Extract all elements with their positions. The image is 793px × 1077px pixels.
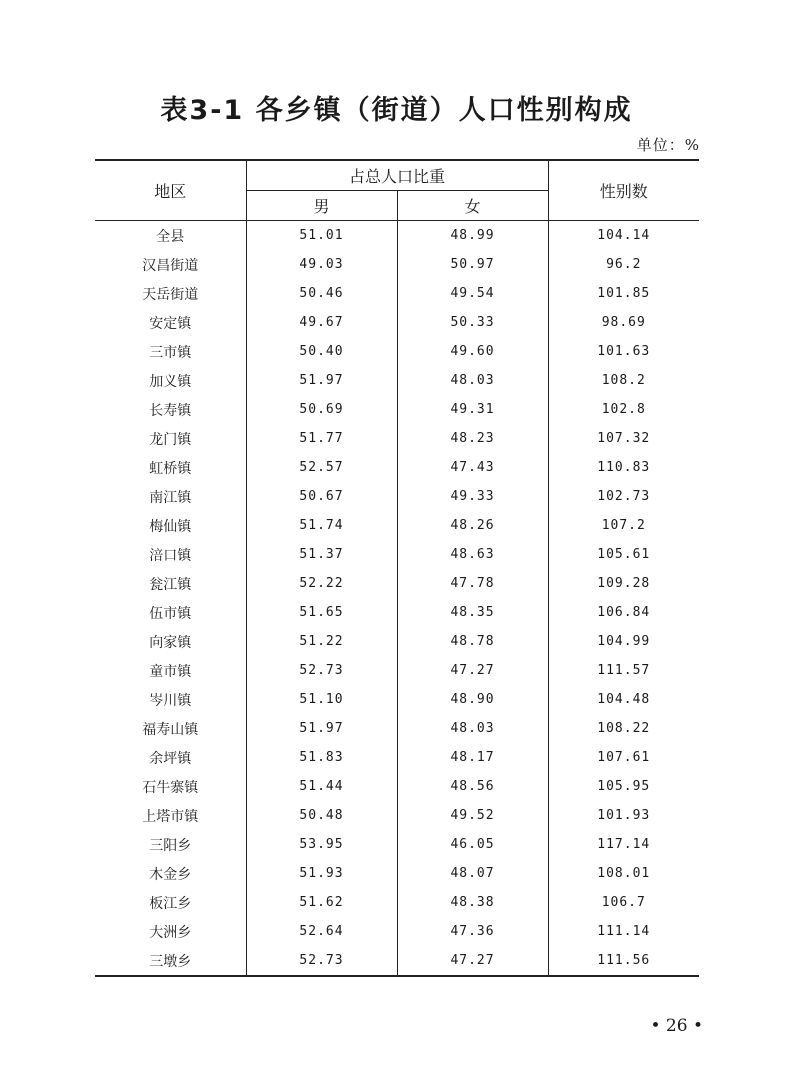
cell-sex-ratio: 104.99	[597, 634, 651, 649]
table-row	[95, 714, 699, 743]
table-row	[95, 424, 699, 453]
cell-female: 48.38	[397, 888, 548, 917]
cell-female: 48.03	[397, 714, 548, 743]
cell-region: 上塔市镇	[95, 801, 246, 830]
cell-male: 50.69	[246, 395, 397, 424]
cell-female: 47.78	[397, 569, 548, 598]
cell-male: 51.37	[246, 540, 397, 569]
cell-sex-ratio: 105.95	[597, 779, 651, 794]
cell-female: 48.07	[397, 859, 548, 888]
cell-male: 50.46	[246, 279, 397, 308]
header-female: 女	[397, 191, 548, 221]
cell-female: 48.35	[397, 598, 548, 627]
cell-male: 52.22	[246, 569, 397, 598]
table-row	[95, 482, 699, 511]
cell-female: 48.99	[397, 221, 548, 251]
cell-region: 木金乡	[95, 859, 246, 888]
cell-female: 49.54	[397, 279, 548, 308]
cell-region: 长寿镇	[95, 395, 246, 424]
cell-region: 安定镇	[95, 308, 246, 337]
cell-female: 46.05	[397, 830, 548, 859]
cell-male: 51.77	[246, 424, 397, 453]
cell-sex-ratio: 102.8	[601, 402, 646, 417]
table-row	[95, 337, 699, 366]
population-sex-table	[95, 159, 699, 977]
table-row	[95, 540, 699, 569]
header-share-group: 占总人口比重	[246, 160, 548, 191]
header-male: 男	[246, 191, 397, 221]
cell-sex-ratio: 111.14	[597, 924, 651, 939]
header-sex-ratio: 性别数	[599, 182, 648, 201]
table-row	[95, 250, 699, 279]
page-number: • 26 •	[650, 1016, 703, 1036]
cell-male: 50.67	[246, 482, 397, 511]
page-title: 表3-1 各乡镇（街道）人口性别构成	[160, 95, 633, 126]
cell-region: 龙门镇	[95, 424, 246, 453]
cell-sex-ratio: 117.14	[597, 837, 651, 852]
cell-sex-ratio: 108.01	[597, 866, 651, 881]
table-row	[95, 801, 699, 830]
cell-male: 51.83	[246, 743, 397, 772]
cell-female: 49.52	[397, 801, 548, 830]
cell-region: 虹桥镇	[95, 453, 246, 482]
cell-sex-ratio: 108.2	[601, 373, 646, 388]
cell-female: 50.33	[397, 308, 548, 337]
cell-female: 48.78	[397, 627, 548, 656]
cell-sex-ratio: 98.69	[601, 315, 646, 330]
table-row	[95, 917, 699, 946]
cell-sex-ratio: 101.85	[597, 286, 651, 301]
cell-male: 51.62	[246, 888, 397, 917]
table-row	[95, 511, 699, 540]
cell-male: 51.44	[246, 772, 397, 801]
cell-region: 向家镇	[95, 627, 246, 656]
table-row	[95, 308, 699, 337]
cell-region: 涪口镇	[95, 540, 246, 569]
cell-sex-ratio: 104.14	[597, 228, 651, 243]
table-row	[95, 598, 699, 627]
cell-male: 51.97	[246, 714, 397, 743]
table-row	[95, 395, 699, 424]
cell-region: 汉昌街道	[95, 250, 246, 279]
table-row	[95, 859, 699, 888]
cell-sex-ratio: 111.56	[597, 953, 651, 968]
cell-male: 49.03	[246, 250, 397, 279]
cell-female: 49.31	[397, 395, 548, 424]
cell-female: 48.17	[397, 743, 548, 772]
cell-female: 48.03	[397, 366, 548, 395]
cell-male: 51.97	[246, 366, 397, 395]
table-header	[95, 160, 699, 221]
table-row	[95, 656, 699, 685]
cell-female: 48.90	[397, 685, 548, 714]
cell-male: 51.65	[246, 598, 397, 627]
cell-sex-ratio: 108.22	[597, 721, 651, 736]
table-row	[95, 221, 699, 251]
cell-male: 51.01	[246, 221, 397, 251]
cell-region: 全县	[95, 221, 246, 251]
cell-region: 三阳乡	[95, 830, 246, 859]
cell-female: 47.36	[397, 917, 548, 946]
cell-female: 47.27	[397, 946, 548, 976]
cell-region: 石牛寨镇	[95, 772, 246, 801]
table-row	[95, 279, 699, 308]
table-row	[95, 830, 699, 859]
cell-sex-ratio: 107.61	[597, 750, 651, 765]
cell-region: 板江乡	[95, 888, 246, 917]
cell-region: 大洲乡	[95, 917, 246, 946]
cell-male: 52.57	[246, 453, 397, 482]
cell-male: 52.73	[246, 656, 397, 685]
cell-sex-ratio: 102.73	[597, 489, 651, 504]
cell-sex-ratio: 107.32	[597, 431, 651, 446]
table-body	[95, 221, 699, 977]
cell-male: 49.67	[246, 308, 397, 337]
cell-female: 49.33	[397, 482, 548, 511]
cell-region: 岑川镇	[95, 685, 246, 714]
table-row	[95, 627, 699, 656]
table-row	[95, 569, 699, 598]
table-row	[95, 946, 699, 976]
cell-region: 三市镇	[95, 337, 246, 366]
table-row	[95, 772, 699, 801]
cell-male: 51.74	[246, 511, 397, 540]
cell-sex-ratio: 101.63	[597, 344, 651, 359]
cell-sex-ratio: 106.7	[601, 895, 646, 910]
cell-region: 余坪镇	[95, 743, 246, 772]
cell-sex-ratio: 109.28	[597, 576, 651, 591]
table-row	[95, 685, 699, 714]
cell-region: 三墩乡	[95, 946, 246, 976]
cell-female: 48.23	[397, 424, 548, 453]
cell-male: 51.10	[246, 685, 397, 714]
cell-female: 47.43	[397, 453, 548, 482]
cell-female: 48.56	[397, 772, 548, 801]
cell-male: 51.93	[246, 859, 397, 888]
cell-sex-ratio: 106.84	[597, 605, 651, 620]
header-region: 地区	[95, 160, 246, 221]
table-row	[95, 453, 699, 482]
cell-sex-ratio: 101.93	[597, 808, 651, 823]
cell-region: 伍市镇	[95, 598, 246, 627]
cell-sex-ratio: 110.83	[597, 460, 651, 475]
cell-female: 48.63	[397, 540, 548, 569]
cell-sex-ratio: 107.2	[601, 518, 646, 533]
cell-sex-ratio: 96.2	[606, 257, 642, 272]
cell-male: 50.48	[246, 801, 397, 830]
table-row	[95, 888, 699, 917]
cell-sex-ratio: 111.57	[597, 663, 651, 678]
cell-female: 49.60	[397, 337, 548, 366]
cell-region: 加义镇	[95, 366, 246, 395]
cell-male: 52.64	[246, 917, 397, 946]
cell-female: 47.27	[397, 656, 548, 685]
cell-male: 50.40	[246, 337, 397, 366]
cell-female: 50.97	[397, 250, 548, 279]
unit-label: 单位：%	[636, 136, 700, 154]
cell-region: 天岳街道	[95, 279, 246, 308]
cell-male: 51.22	[246, 627, 397, 656]
table-row	[95, 366, 699, 395]
cell-region: 南江镇	[95, 482, 246, 511]
cell-region: 童市镇	[95, 656, 246, 685]
cell-male: 53.95	[246, 830, 397, 859]
cell-female: 48.26	[397, 511, 548, 540]
cell-male: 52.73	[246, 946, 397, 976]
cell-region: 瓮江镇	[95, 569, 246, 598]
cell-sex-ratio: 105.61	[597, 547, 651, 562]
cell-sex-ratio: 104.48	[597, 692, 651, 707]
cell-region: 福寿山镇	[95, 714, 246, 743]
table-row	[95, 743, 699, 772]
cell-region: 梅仙镇	[95, 511, 246, 540]
